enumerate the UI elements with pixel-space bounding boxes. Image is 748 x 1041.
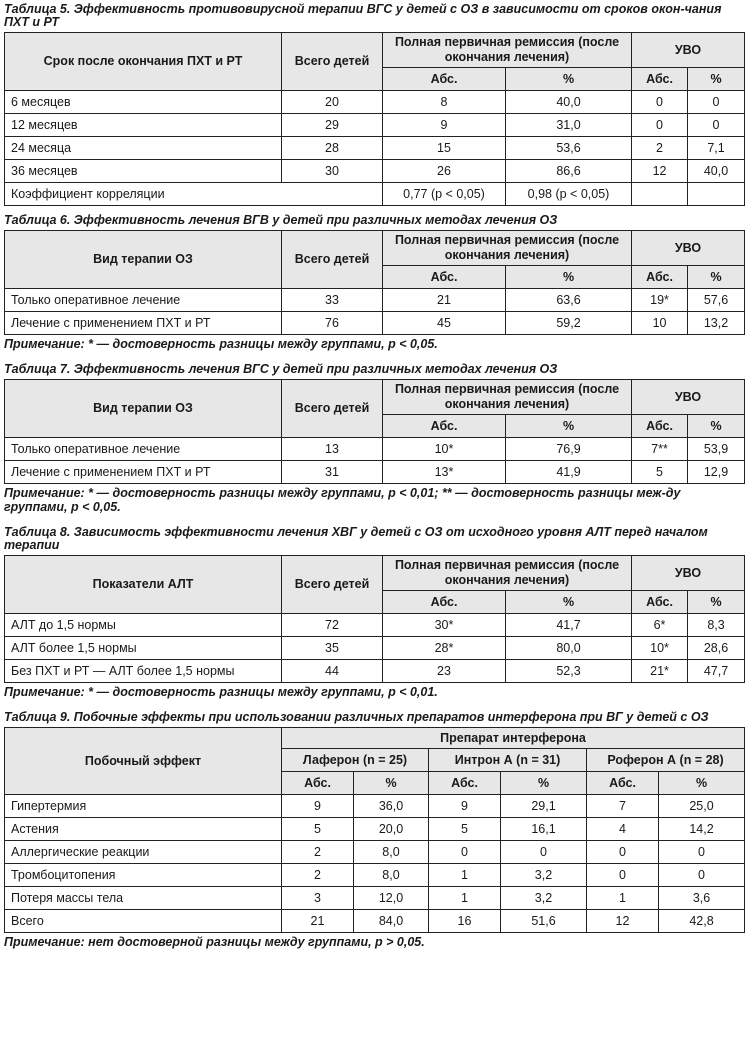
t8-header-uvo-abs: Абс. [632, 591, 688, 614]
row-label: Потеря массы тела [5, 887, 282, 910]
table-row [5, 160, 745, 183]
t5-header-uvo: УВО [632, 33, 745, 68]
t9-header-pct: % [501, 772, 587, 795]
cell-uvo-abs: 0 [632, 91, 688, 114]
table-row [5, 660, 745, 683]
t8-header-total: Всего детей [282, 556, 383, 614]
cell-uvo-pct: 12,9 [688, 461, 745, 484]
t9-header-intron: Интрон А (n = 31) [429, 749, 587, 772]
cell-pct: 14,2 [659, 818, 745, 841]
t9-header-abs: Абс. [429, 772, 501, 795]
row-label: Тромбоцитопения [5, 864, 282, 887]
cell-abs: 9 [282, 795, 354, 818]
cell-remission-pct: 41,9 [506, 461, 632, 484]
cell-uvo-abs: 2 [632, 137, 688, 160]
cell-total: 44 [282, 660, 383, 683]
row-label: Гипертермия [5, 795, 282, 818]
table-row [5, 841, 745, 864]
t6-header-remission: Полная первичная ремиссия (после окончания лечения) [383, 231, 632, 266]
table7-note: Примечание: * — достоверность разницы между группами, p < 0,01; ** — достоверность разницы меж-ду группами, p < 0,05. [4, 486, 681, 514]
cell-pct: 36,0 [354, 795, 429, 818]
t9-header-pct: % [659, 772, 745, 795]
t9-header-effect: Побочный эффект [5, 728, 282, 795]
table-row-total [5, 910, 745, 933]
cell-pct: 0 [501, 841, 587, 864]
t9-header-abs: Абс. [587, 772, 659, 795]
table-row [5, 887, 745, 910]
cell-remission-pct: 52,3 [506, 660, 632, 683]
t6-header-uvo-abs: Абс. [632, 266, 688, 289]
cell-uvo-pct: 47,7 [688, 660, 745, 683]
cell-total: 76 [282, 312, 383, 335]
table5 [4, 32, 745, 206]
cell-total: 13 [282, 438, 383, 461]
t5-header-uvo-pct: % [688, 68, 745, 91]
cell-uvo-abs: 10 [632, 312, 688, 335]
cell-pct: 8,0 [354, 841, 429, 864]
t5-header-period: Срок после окончания ПХТ и РТ [5, 33, 282, 91]
cell-uvo-abs: 7** [632, 438, 688, 461]
cell-remission-abs: 8 [383, 91, 506, 114]
table-row [5, 818, 745, 841]
cell-uvo-pct: 7,1 [688, 137, 745, 160]
t5-header-total: Всего детей [282, 33, 383, 91]
cell-uvo-pct: 0 [688, 114, 745, 137]
cell-uvo-pct: 28,6 [688, 637, 745, 660]
table7-caption: Таблица 7. Эффективность лечения ВГС у детей при различных методах лечения ОЗ [4, 362, 558, 376]
cell-total: 20 [282, 91, 383, 114]
cell-total: 33 [282, 289, 383, 312]
row-label: 36 месяцев [5, 160, 282, 183]
t6-header-uvo: УВО [632, 231, 745, 266]
cell-abs: 12 [587, 910, 659, 933]
table-row [5, 312, 745, 335]
cell-uvo-pct: 13,2 [688, 312, 745, 335]
table6 [4, 230, 745, 335]
t6-header-abs: Абс. [383, 266, 506, 289]
cell-corr-pct: 0,98 (p < 0,05) [506, 183, 632, 206]
t7-header-uvo: УВО [632, 380, 745, 415]
cell-remission-abs: 26 [383, 160, 506, 183]
cell-uvo-abs: 19* [632, 289, 688, 312]
t9-header-roferon: Роферон А (n = 28) [587, 749, 745, 772]
t6-header-therapy: Вид терапии ОЗ [5, 231, 282, 289]
table6-note: Примечание: * — достоверность разницы между группами, p < 0,05. [4, 337, 438, 351]
cell-pct: 12,0 [354, 887, 429, 910]
cell-total: 35 [282, 637, 383, 660]
table8-caption: Таблица 8. Зависимость эффективности лечения ХВГ у детей с ОЗ от исходного уровня АЛТ перед началом терапии [4, 525, 708, 552]
cell-remission-abs: 15 [383, 137, 506, 160]
row-label: АЛТ до 1,5 нормы [5, 614, 282, 637]
cell-abs: 2 [282, 864, 354, 887]
row-label: Без ПХТ и РТ — АЛТ более 1,5 нормы [5, 660, 282, 683]
cell-remission-pct: 41,7 [506, 614, 632, 637]
t7-header-pct: % [506, 415, 632, 438]
t5-header-uvo-abs: Абс. [632, 68, 688, 91]
cell-pct: 8,0 [354, 864, 429, 887]
cell-remission-abs: 30* [383, 614, 506, 637]
t8-header-uvo: УВО [632, 556, 745, 591]
table9 [4, 727, 745, 933]
cell-remission-abs: 23 [383, 660, 506, 683]
cell-pct: 0 [659, 864, 745, 887]
t8-header-alt: Показатели АЛТ [5, 556, 282, 614]
cell-pct: 0 [659, 841, 745, 864]
cell-abs: 9 [429, 795, 501, 818]
table7 [4, 379, 745, 484]
t7-header-abs: Абс. [383, 415, 506, 438]
cell-remission-pct: 80,0 [506, 637, 632, 660]
t9-header-laferon: Лаферон (n = 25) [282, 749, 429, 772]
row-label: Только оперативное лечение [5, 289, 282, 312]
cell-pct: 84,0 [354, 910, 429, 933]
row-label: 6 месяцев [5, 91, 282, 114]
row-label: Всего [5, 910, 282, 933]
cell-uvo-abs: 5 [632, 461, 688, 484]
table-row [5, 438, 745, 461]
t7-header-total: Всего детей [282, 380, 383, 438]
cell-abs: 5 [429, 818, 501, 841]
cell-abs: 16 [429, 910, 501, 933]
cell-abs: 5 [282, 818, 354, 841]
table-row [5, 637, 745, 660]
cell-abs: 7 [587, 795, 659, 818]
cell-abs: 0 [587, 841, 659, 864]
t5-header-remission: Полная первичная ремиссия (после окончания лечения) [383, 33, 632, 68]
row-label: Аллергические реакции [5, 841, 282, 864]
cell-abs: 4 [587, 818, 659, 841]
cell-pct: 16,1 [501, 818, 587, 841]
t8-header-pct: % [506, 591, 632, 614]
cell-uvo-pct: 0 [688, 91, 745, 114]
table-row [5, 91, 745, 114]
t5-header-pct: % [506, 68, 632, 91]
cell-total: 72 [282, 614, 383, 637]
cell-uvo-pct: 57,6 [688, 289, 745, 312]
cell-pct: 20,0 [354, 818, 429, 841]
cell-pct: 25,0 [659, 795, 745, 818]
t5-header-abs: Абс. [383, 68, 506, 91]
cell-pct: 51,6 [501, 910, 587, 933]
table9-caption: Таблица 9. Побочные эффекты при использовании различных препаратов интерферона при ВГ у детей с ОЗ [4, 710, 709, 724]
cell-total: 28 [282, 137, 383, 160]
cell-pct: 3,2 [501, 887, 587, 910]
t7-header-uvo-abs: Абс. [632, 415, 688, 438]
cell-total: 30 [282, 160, 383, 183]
t8-header-remission: Полная первичная ремиссия (после окончания лечения) [383, 556, 632, 591]
cell-total: 31 [282, 461, 383, 484]
t6-header-uvo-pct: % [688, 266, 745, 289]
row-label: 12 месяцев [5, 114, 282, 137]
row-label: АЛТ более 1,5 нормы [5, 637, 282, 660]
cell-remission-pct: 86,6 [506, 160, 632, 183]
cell-abs: 21 [282, 910, 354, 933]
cell-abs: 0 [587, 864, 659, 887]
row-label: 24 месяца [5, 137, 282, 160]
table-row [5, 114, 745, 137]
cell-uvo-abs: 21* [632, 660, 688, 683]
t7-header-therapy: Вид терапии ОЗ [5, 380, 282, 438]
table-row [5, 795, 745, 818]
cell-remission-pct: 76,9 [506, 438, 632, 461]
cell-total: 29 [282, 114, 383, 137]
cell-abs: 2 [282, 841, 354, 864]
cell-abs: 1 [587, 887, 659, 910]
cell-uvo-pct: 53,9 [688, 438, 745, 461]
cell-empty [688, 183, 745, 206]
cell-empty [632, 183, 688, 206]
table-row [5, 289, 745, 312]
table5-caption: Таблица 5. Эффективность противовирусной терапии ВГС у детей с ОЗ в зависимости от сроков окон-чания ПХТ и РТ [4, 2, 722, 29]
cell-remission-abs: 21 [383, 289, 506, 312]
cell-uvo-abs: 12 [632, 160, 688, 183]
row-label: Лечение с применением ПХТ и РТ [5, 461, 282, 484]
cell-abs: 0 [429, 841, 501, 864]
cell-remission-abs: 13* [383, 461, 506, 484]
cell-remission-abs: 10* [383, 438, 506, 461]
cell-remission-pct: 53,6 [506, 137, 632, 160]
t8-header-uvo-pct: % [688, 591, 745, 614]
row-label: Только оперативное лечение [5, 438, 282, 461]
cell-uvo-pct: 40,0 [688, 160, 745, 183]
cell-pct: 3,6 [659, 887, 745, 910]
t7-header-uvo-pct: % [688, 415, 745, 438]
table-row-correlation [5, 183, 745, 206]
cell-uvo-abs: 0 [632, 114, 688, 137]
table-row [5, 864, 745, 887]
table-row [5, 614, 745, 637]
t7-header-remission: Полная первичная ремиссия (после окончания лечения) [383, 380, 632, 415]
cell-pct: 29,1 [501, 795, 587, 818]
cell-remission-abs: 9 [383, 114, 506, 137]
table8-note: Примечание: * — достоверность разницы между группами, p < 0,01. [4, 685, 438, 699]
t9-header-pct: % [354, 772, 429, 795]
cell-corr-abs: 0,77 (p < 0,05) [383, 183, 506, 206]
table8 [4, 555, 745, 683]
cell-remission-abs: 45 [383, 312, 506, 335]
table-row [5, 137, 745, 160]
cell-uvo-abs: 6* [632, 614, 688, 637]
cell-remission-pct: 31,0 [506, 114, 632, 137]
cell-remission-pct: 63,6 [506, 289, 632, 312]
cell-remission-pct: 59,2 [506, 312, 632, 335]
cell-abs: 1 [429, 864, 501, 887]
t6-header-pct: % [506, 266, 632, 289]
row-label: Коэффициент корреляции [5, 183, 383, 206]
cell-uvo-pct: 8,3 [688, 614, 745, 637]
row-label: Астения [5, 818, 282, 841]
cell-abs: 3 [282, 887, 354, 910]
cell-abs: 1 [429, 887, 501, 910]
t6-header-total: Всего детей [282, 231, 383, 289]
t8-header-abs: Абс. [383, 591, 506, 614]
cell-uvo-abs: 10* [632, 637, 688, 660]
row-label: Лечение с применением ПХТ и РТ [5, 312, 282, 335]
t9-header-abs: Абс. [282, 772, 354, 795]
table-row [5, 461, 745, 484]
table6-caption: Таблица 6. Эффективность лечения ВГВ у детей при различных методах лечения ОЗ [4, 213, 558, 227]
cell-remission-pct: 40,0 [506, 91, 632, 114]
cell-pct: 42,8 [659, 910, 745, 933]
cell-pct: 3,2 [501, 864, 587, 887]
cell-remission-abs: 28* [383, 637, 506, 660]
table9-note: Примечание: нет достоверной разницы между группами, p > 0,05. [4, 935, 425, 949]
t9-header-group: Препарат интерферона [282, 728, 745, 749]
